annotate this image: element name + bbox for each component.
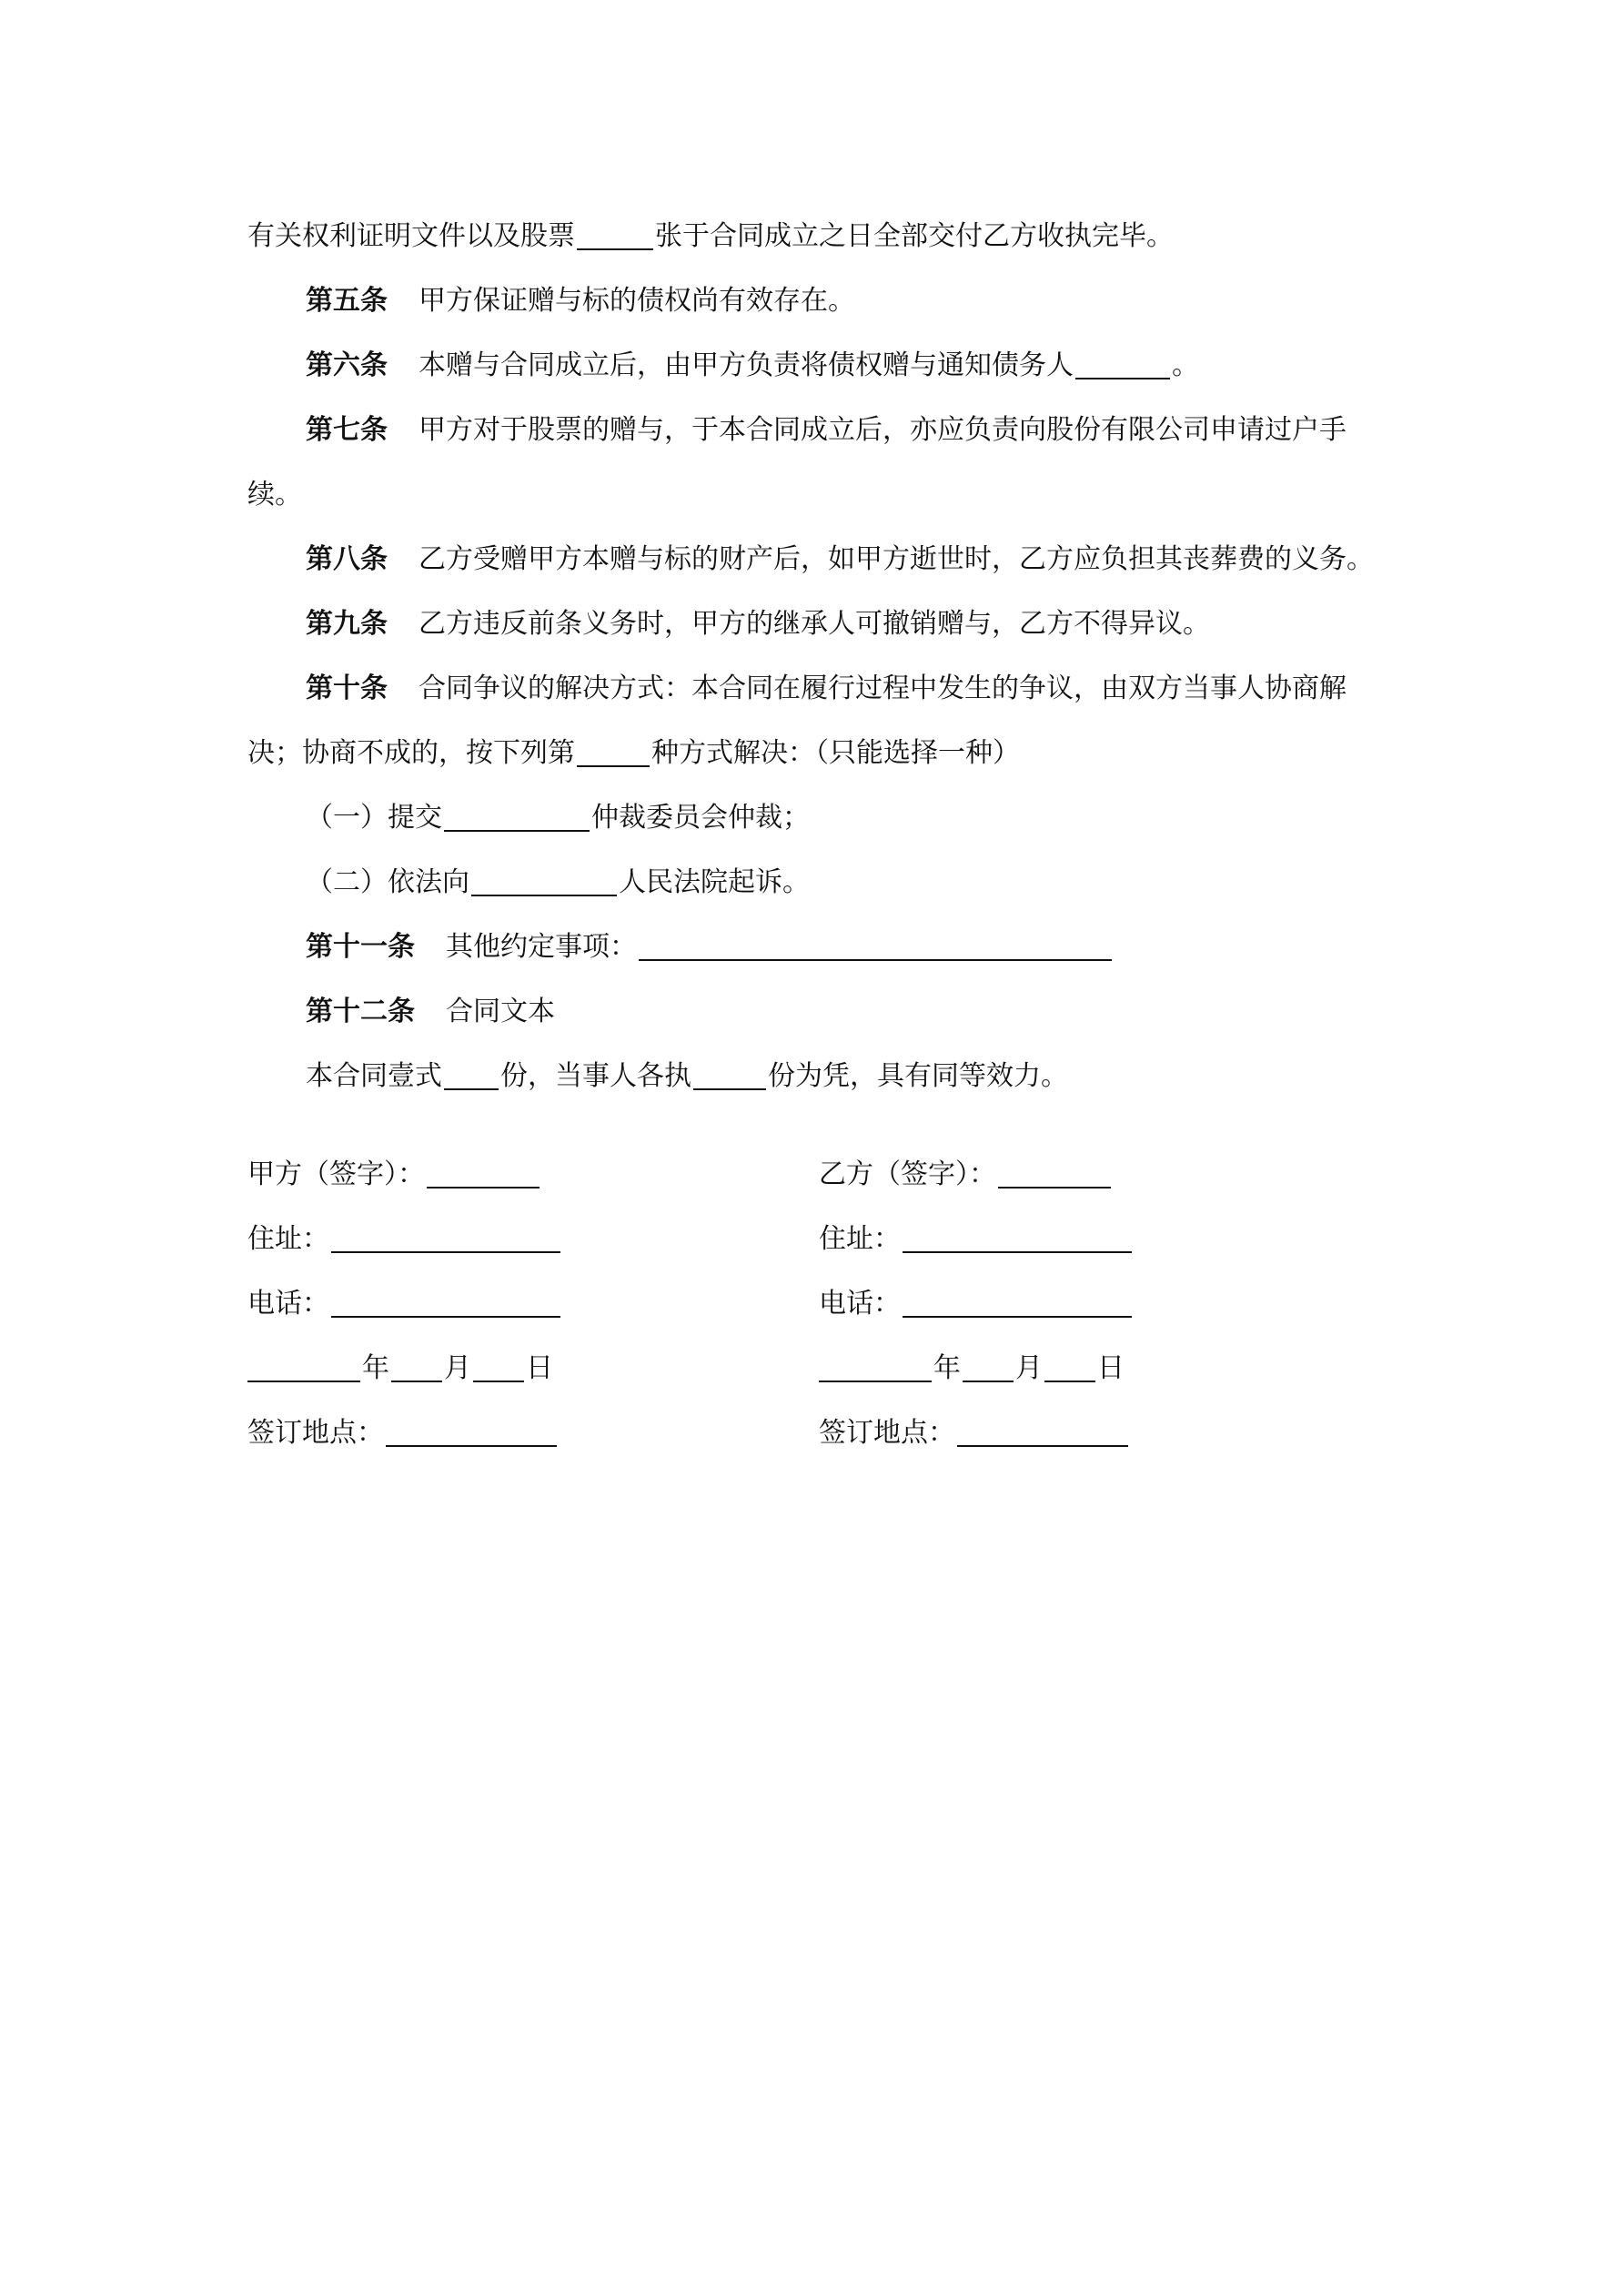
blank-debtor[interactable] <box>1075 350 1170 379</box>
option-text: （二）依法向 <box>306 866 469 898</box>
paragraph-rights-documents <box>247 204 1397 268</box>
article-8 <box>247 527 1397 592</box>
text: 张于合同成立之日全部交付乙方收执完毕。 <box>655 220 1174 252</box>
phone-row <box>247 1271 1397 1336</box>
article-7 <box>247 398 1397 462</box>
article-11 <box>247 915 1397 979</box>
party-b-signature <box>819 1142 1113 1207</box>
day-label: 日 <box>1097 1352 1125 1384</box>
article-label: 第十二条 <box>306 996 415 1027</box>
party-b-date <box>819 1336 1125 1401</box>
option-text: 人民法院起诉。 <box>619 866 810 898</box>
article-label: 第十一条 <box>306 931 415 963</box>
copies-text: 份，当事人各执 <box>500 1060 691 1092</box>
month-label: 月 <box>444 1352 471 1384</box>
article-label: 第六条 <box>306 349 388 381</box>
party-a-year-field[interactable] <box>247 1353 360 1382</box>
blank-copies-each[interactable] <box>693 1061 766 1090</box>
article-10-option-2 <box>247 850 1397 915</box>
article-text: 。 <box>1172 349 1199 381</box>
blank-other-matters[interactable] <box>639 932 1112 961</box>
article-text: 乙方违反前条义务时，甲方的继承人可撤销赠与，乙方不得异议。 <box>419 608 1210 640</box>
party-b-month-field[interactable] <box>963 1353 1014 1382</box>
blank-method-number[interactable] <box>577 738 650 767</box>
article-text: 甲方保证赠与标的债权尚有效存在。 <box>419 285 855 317</box>
blank-total-copies[interactable] <box>444 1061 499 1090</box>
article-9 <box>247 592 1397 656</box>
day-label: 日 <box>526 1352 553 1384</box>
party-b-address-label: 住址： <box>819 1223 901 1255</box>
article-6 <box>247 333 1397 398</box>
party-b-phone-field[interactable] <box>903 1289 1132 1318</box>
party-a-address <box>247 1207 562 1271</box>
party-a-place-field[interactable] <box>386 1418 557 1447</box>
party-b-signature-field[interactable] <box>998 1159 1111 1188</box>
place-row <box>247 1401 1397 1465</box>
article-text: 乙方受赠甲方本赠与标的财产后，如甲方逝世时，乙方应负担其丧葬费的义务。 <box>419 543 1374 575</box>
party-b-place-label: 签订地点： <box>819 1417 955 1449</box>
option-text: 仲裁委员会仲裁； <box>591 802 810 834</box>
party-a-month-field[interactable] <box>391 1353 442 1382</box>
article-text: 合同文本 <box>446 996 555 1027</box>
article-label: 第五条 <box>306 285 388 317</box>
party-a-address-field[interactable] <box>331 1224 560 1253</box>
party-a-phone-label: 电话： <box>247 1288 329 1320</box>
text: 有关权利证明文件以及股票 <box>247 220 575 252</box>
party-b-place-field[interactable] <box>957 1418 1128 1447</box>
article-12 <box>247 979 1397 1044</box>
party-b-address <box>819 1207 1134 1271</box>
article-7-continued <box>247 462 1397 527</box>
article-label: 第七条 <box>306 414 388 446</box>
party-a-signature <box>247 1142 541 1207</box>
article-10-continued <box>247 721 1397 785</box>
party-b-address-field[interactable] <box>903 1224 1132 1253</box>
signature-block <box>247 1142 1397 1465</box>
article-text: 本赠与合同成立后，由甲方负责将债权赠与通知债务人 <box>419 349 1074 381</box>
party-a-sign-label: 甲方（签字）： <box>247 1158 425 1190</box>
article-label: 第八条 <box>306 543 388 575</box>
year-label: 年 <box>933 1352 961 1384</box>
party-a-phone <box>247 1271 562 1336</box>
party-b-day-field[interactable] <box>1044 1353 1095 1382</box>
party-b-sign-label: 乙方（签字）： <box>819 1158 996 1190</box>
party-a-phone-field[interactable] <box>331 1289 560 1318</box>
date-row <box>247 1336 1397 1401</box>
party-b-phone-label: 电话： <box>819 1288 901 1320</box>
article-label: 第九条 <box>306 608 388 640</box>
article-text: 续。 <box>247 479 302 511</box>
address-row <box>247 1207 1397 1271</box>
signature-row <box>247 1142 1397 1207</box>
article-label: 第十条 <box>306 673 388 704</box>
article-text: 甲方对于股票的赠与，于本合同成立后，亦应负责向股份有限公司申请过户手 <box>419 414 1347 446</box>
blank-arbitration-committee[interactable] <box>444 803 590 832</box>
party-b-place <box>819 1401 1130 1465</box>
article-5 <box>247 268 1397 333</box>
article-text: 决；协商不成的，按下列第 <box>247 737 575 769</box>
month-label: 月 <box>1015 1352 1043 1384</box>
article-text: 种方式解决：（只能选择一种） <box>651 737 1020 769</box>
article-text: 合同争议的解决方式：本合同在履行过程中发生的争议，由双方当事人协商解 <box>419 673 1347 704</box>
party-a-date <box>247 1336 553 1401</box>
option-text: （一）提交 <box>306 802 442 834</box>
blank-share-count[interactable] <box>577 221 653 250</box>
party-a-signature-field[interactable] <box>427 1159 540 1188</box>
party-a-day-field[interactable] <box>473 1353 524 1382</box>
article-12-copies <box>247 1044 1397 1108</box>
party-a-place <box>247 1401 559 1465</box>
article-10-option-1 <box>247 785 1397 850</box>
article-text: 其他约定事项： <box>446 931 637 963</box>
copies-text: 本合同壹式 <box>306 1060 442 1092</box>
party-b-year-field[interactable] <box>819 1353 932 1382</box>
contract-body <box>247 204 1397 1108</box>
party-a-place-label: 签订地点： <box>247 1417 384 1449</box>
party-b-phone <box>819 1271 1134 1336</box>
article-10 <box>247 656 1397 721</box>
copies-text: 份为凭，具有同等效力。 <box>768 1060 1068 1092</box>
party-a-address-label: 住址： <box>247 1223 329 1255</box>
year-label: 年 <box>362 1352 389 1384</box>
blank-court[interactable] <box>471 867 617 896</box>
